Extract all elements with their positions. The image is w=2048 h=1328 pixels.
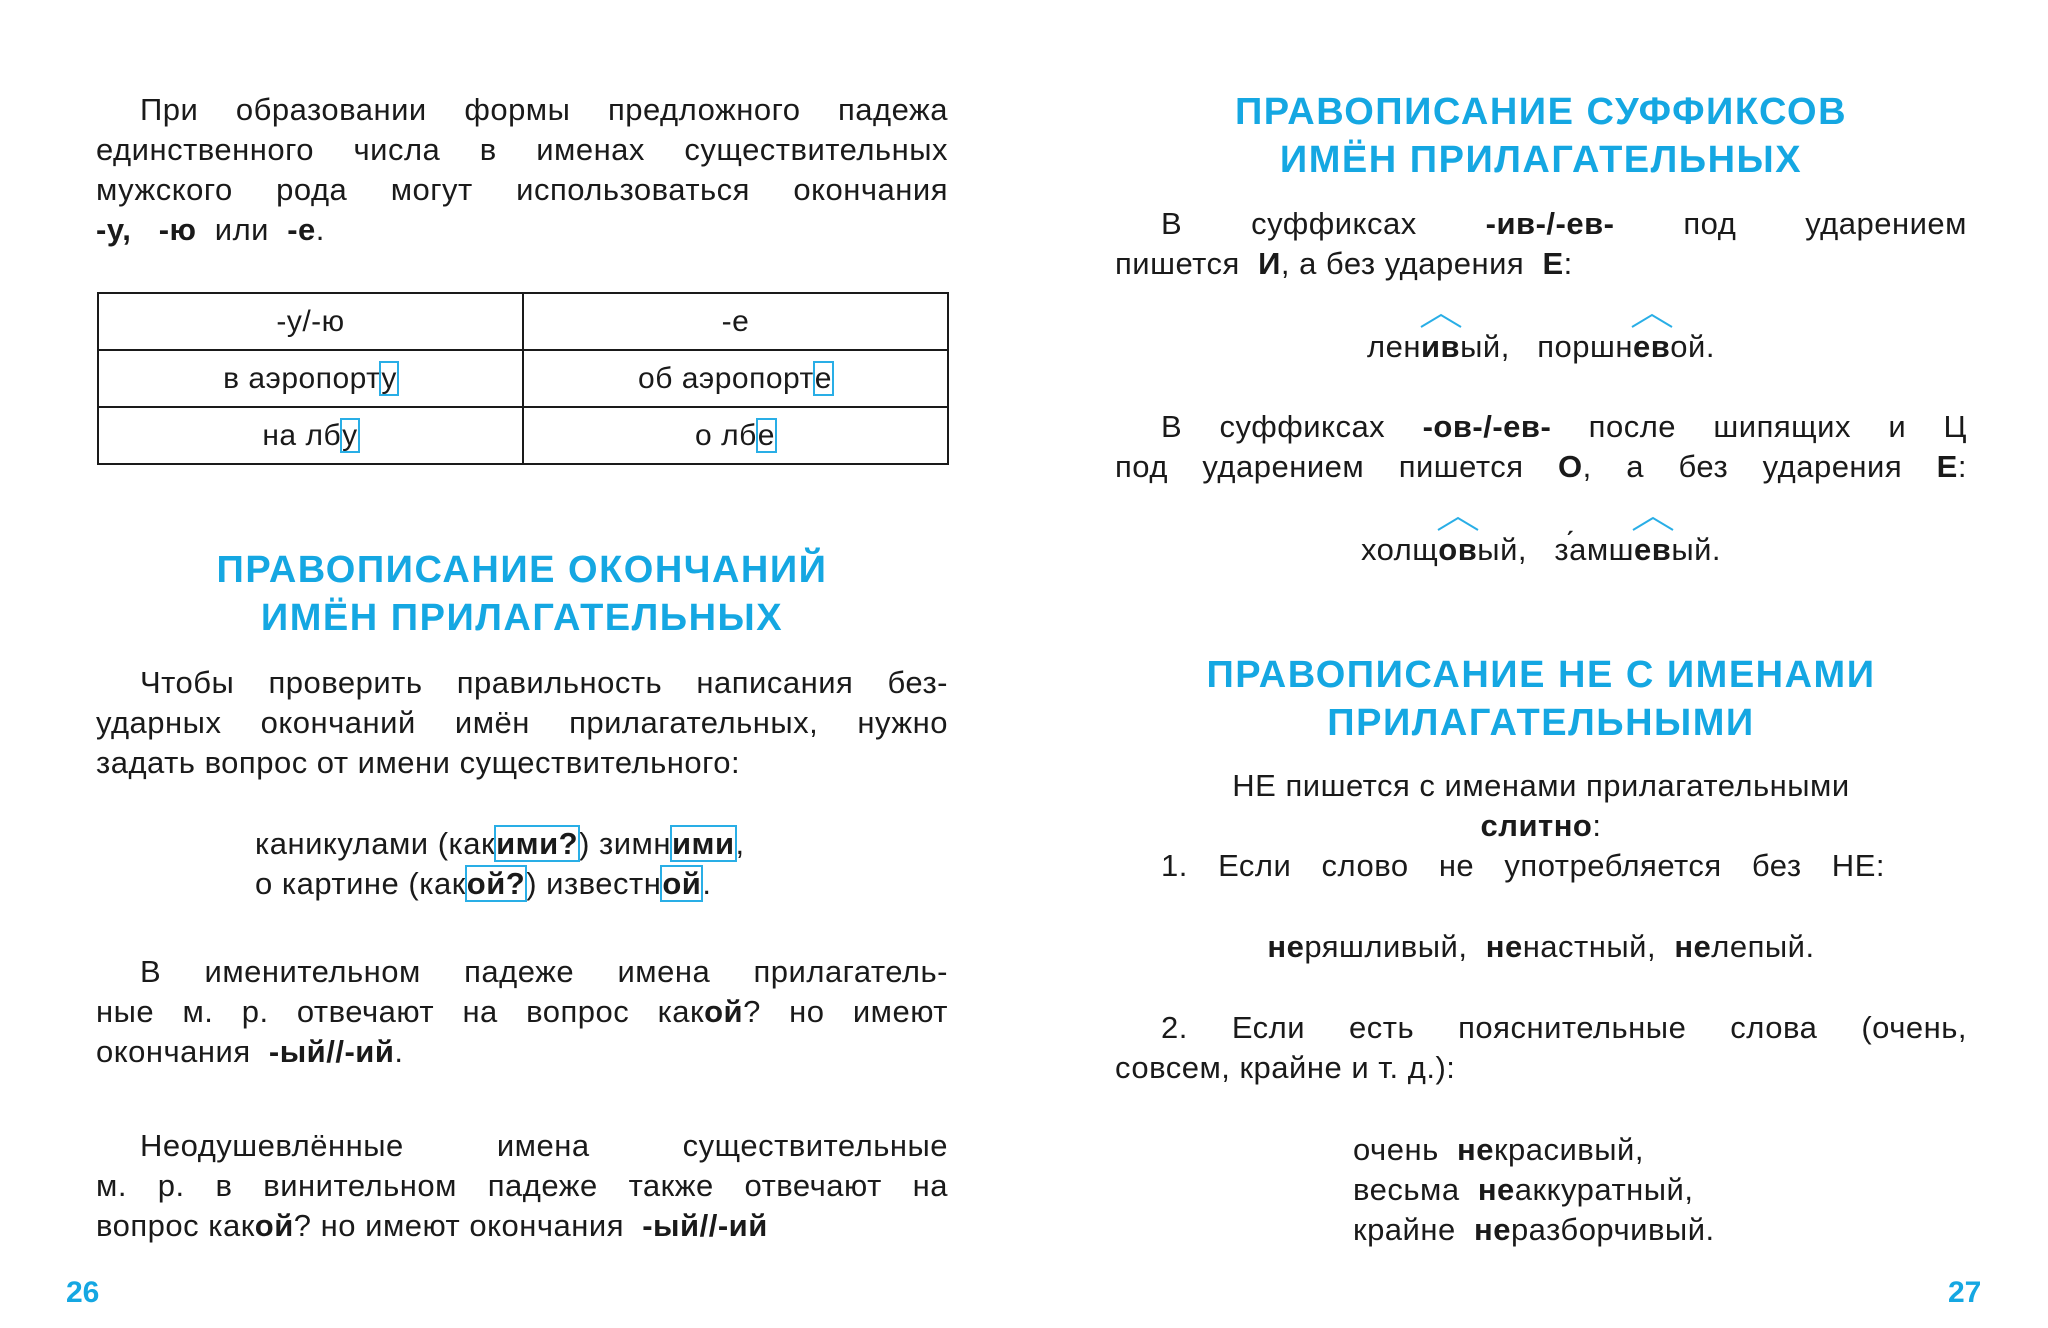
ending-box: ими? [496,826,579,861]
table-row [98,350,948,407]
plain-text: , [735,826,745,861]
prefix-bold: не [1267,929,1305,964]
plain-text: разборчивый. [1510,1212,1715,1247]
suffix-mark [1438,530,1477,570]
plain-text: после шипящих и Ц [1588,409,1967,444]
text-line: В именительном падеже имена прилагатель- [140,954,948,989]
word-stem: на лб [262,418,342,452]
example-line [1353,1170,1853,1210]
word-stem: об аэропорт [638,361,814,395]
table-cell [98,350,523,407]
heading-line: ПРИЛАГАТЕЛЬНЫМИ [1327,702,1755,744]
rule-paragraph [96,663,948,783]
bold-text: слитно [1480,808,1593,843]
bold-text: -ов-/-ев- [1422,409,1552,444]
suffix-text: ев [1634,532,1672,567]
plain-text: о картине (как [255,866,466,901]
rule-paragraph [96,1126,948,1246]
bold-text: -ый//-ий [268,1034,395,1069]
plain-text: аккуратный, [1514,1172,1694,1207]
plain-text: , а без ударения [1582,449,1903,484]
rule-paragraph [1115,766,1967,886]
word-stem: мш [1586,532,1634,567]
plain-text: ? но имеют [743,994,948,1029]
word-stem: холщ [1360,532,1439,567]
example-block [255,824,875,904]
word-stem: лен [1367,329,1421,364]
prefix-bold: не [1485,929,1523,964]
plain-text: весьма [1353,1172,1460,1207]
example-line [1353,1130,1853,1170]
text-line: При образовании формы предложного падежа [140,92,948,127]
suffix-text: ив [1421,329,1461,364]
rule-paragraph [96,952,948,1072]
bold-text: Е [1936,449,1958,484]
table-header-cell: -е [523,293,948,350]
plain-text: крайне [1353,1212,1456,1247]
plain-text: В суффиксах [1161,409,1386,444]
text-line: ударных окончаний имён прилагательных, нужно [96,705,948,740]
heading-line: ПРАВОПИСАНИЕ НЕ С ИМЕНАМИ [1206,654,1876,696]
text-line [96,1032,948,1072]
word-ending: ый. [1671,532,1722,567]
text-line [1115,806,1967,846]
example-block [1353,1130,1853,1250]
table-header-cell: -у/-ю [98,293,523,350]
example-line [255,864,875,904]
plain-text: . [702,866,712,901]
rule-paragraph [1115,1008,1967,1088]
table-cell [523,407,948,464]
heading-line: ПРАВОПИСАНИЕ СУФФИКСОВ [1234,91,1848,133]
word-stem: поршн [1537,329,1633,364]
bold-text: -ый//-ий [642,1208,768,1243]
ending-bold: -е [287,212,316,247]
plain-text: или [214,212,269,247]
text-line [96,1206,948,1246]
ending-box: ой? [466,866,526,901]
word-ending: ый, [1460,329,1510,364]
suffix-mark [1421,327,1460,367]
plain-text: , а без ударения [1280,246,1525,281]
text-line: Неодушевлённые имена существительные [140,1128,948,1163]
heading-line: ИМЁН ПРИЛАГАТЕЛЬНЫХ [1279,139,1803,181]
plain-text: : [1563,246,1573,281]
text-line: Чтобы проверить правильность написания без- [140,665,948,700]
word-stem: з [1554,532,1570,567]
suffix-arc-icon [1436,516,1480,532]
heading-line: ПРАВОПИСАНИЕ ОКОНЧАНИЙ [216,549,828,591]
plain-text: : [1592,808,1602,843]
word-ending: ый, [1477,532,1527,567]
suffix-mark [1633,327,1670,367]
page-number: 26 [66,1276,100,1309]
section-heading [1115,651,1967,747]
text-line [1115,204,1967,244]
ending-box: у [342,418,358,452]
plain-text: . [394,1034,404,1069]
plain-text: каникулами (как [255,826,496,861]
plain-text: ряшливый, [1304,929,1468,964]
bold-text: О [1558,449,1583,484]
bold-text: Е [1542,246,1564,281]
text-line [96,992,948,1032]
ending-box: ой [662,866,702,901]
plain-text: В суффиксах [1161,206,1417,241]
suffix-arc-icon [1419,313,1463,329]
text-line: м. р. в винительном падеже также отвечают на [96,1168,948,1203]
plain-text: ные м. р. отвечают на вопрос как [96,994,705,1029]
plain-text: ? но имеют окончания [293,1208,624,1243]
ending-box: е [814,361,832,395]
endings-table [97,292,949,465]
section-heading [1115,88,1967,184]
plain-text: : [1957,449,1967,484]
plain-text: очень [1353,1132,1439,1167]
plain-text: под ударением пишется [1115,449,1524,484]
suffix-arc-icon [1630,313,1674,329]
text-line: единственного числа в именах существительных [96,132,948,167]
example-line [1115,327,1967,367]
heading-line: ИМЁН ПРИЛАГАТЕЛЬНЫХ [260,597,784,639]
plain-text: ) зимн [579,826,671,861]
list-item: 2. Если есть пояснительные слова (очень, [1161,1010,1967,1045]
example-line [1353,1210,1853,1250]
plain-text: настный, [1522,929,1657,964]
intro-paragraph [96,90,948,250]
suffix-mark [1634,530,1671,570]
prefix-bold: не [1456,1132,1494,1167]
word-stem: в аэропорт [223,361,381,395]
example-line [255,824,875,864]
text-line: мужского рода могут использоваться окончания [96,172,948,207]
plain-text: красивый, [1493,1132,1644,1167]
ending-box: ими [671,826,735,861]
plain-text: окончания [96,1034,251,1069]
example-line [1115,927,1967,967]
prefix-bold: не [1473,1212,1511,1247]
text-line [1115,407,1967,447]
table-cell [523,350,948,407]
text-line: совсем, крайне и т. д.): [1115,1050,1456,1085]
plain-text: вопрос как [96,1208,255,1243]
rule-paragraph [1115,407,1967,487]
word-ending: ой. [1670,329,1715,364]
text-line: задать вопрос от имени существительного: [96,745,741,780]
example-line [1115,530,1967,570]
plain-text: ) известн [526,866,662,901]
suffix-text: ов [1438,532,1478,567]
bold-text: И [1258,246,1281,281]
word-stem: о лб [695,418,757,452]
list-item: 1. Если слово не употребляется без НЕ: [1161,848,1885,883]
ending-box: у [381,361,397,395]
section-heading [96,546,948,642]
table-cell [98,407,523,464]
table-row [98,407,948,464]
plain-text: пишется [1115,246,1240,281]
text-line [1115,447,1967,487]
prefix-bold: не [1477,1172,1515,1207]
suffix-arc-icon [1631,516,1675,532]
plain-text: лепый. [1711,929,1815,964]
text-line [96,210,948,250]
bold-text: -ив-/-ев- [1485,206,1615,241]
plain-text: под ударением [1683,206,1967,241]
text-line [1115,244,1967,284]
ending-bold: -у, [96,212,132,247]
page-number: 27 [1948,1276,1982,1309]
ending-box: е [757,418,775,452]
rule-paragraph [1115,204,1967,284]
bold-text: ой [254,1208,294,1243]
text-line: НЕ пишется с именами прилагательными [1232,768,1850,803]
prefix-bold: не [1674,929,1712,964]
plain-text: . [315,212,325,247]
ending-bold: -ю [158,212,197,247]
suffix-text: ев [1632,329,1671,364]
table-header-row [98,293,948,350]
bold-text: ой [704,994,744,1029]
stressed-letter: а ́ [1569,530,1587,570]
